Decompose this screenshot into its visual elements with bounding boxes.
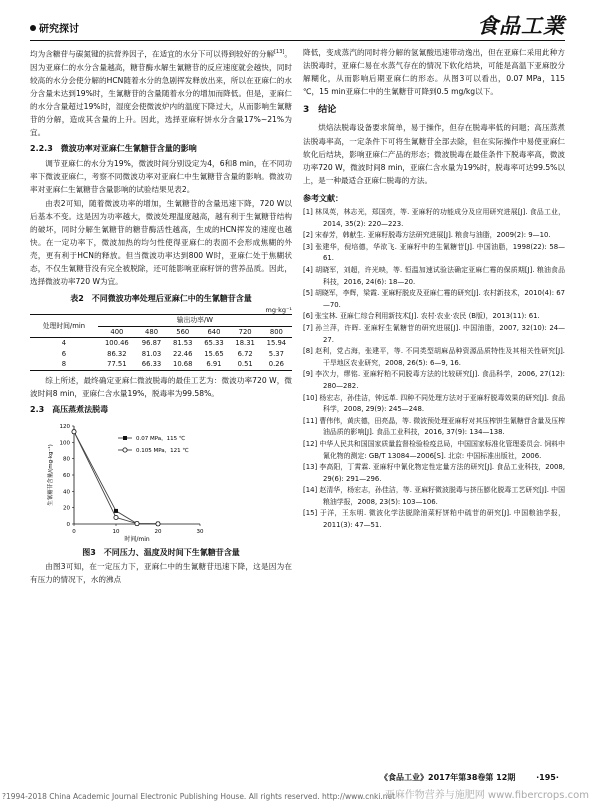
paragraph: 均为含糖苷与碳氮键的抗营养因子，在适宜的水分下可以得到较好的分解[13]。因为亚麻仁的水分含量越高，糖苷酶水解生氰糖苷的反应速度就会越快，同时较高的水分会使分解的HCN随着水分的急剧挥发释放出来，所以在亚麻仁的水分含量未达到19%时，生氰糖苷的含量随着水分的增加而降低。但是，亚麻仁的水分含量超过19%时，湿度会使微波炉内的温度下降过大，从而影响生氰糖苷的分解，造成其含量的上升。因此，选择亚麻籽饼水分含量17%~21%为宜。 [30,49,293,138]
legend-label: 0.105 MPa，121 ℃ [136,448,189,455]
page-footer [380,772,559,783]
y-tick-label: 120 [59,424,70,431]
x-axis-label: 时间/min [124,536,150,543]
journal-logo: 食品工業 [477,13,565,38]
right-column [303,46,565,532]
reference-item: [2] 宋春芳，韩献生. 亚麻籽脱毒方法研究进展[J]. 粮食与油脂，2009(2): 9—10. [303,231,551,240]
reference-item: [8] 赵利，党占海，张建平，等. 不同类型胡麻品种资源品质特性及其相关性研究[J]. 干旱地区农业研究，2008, 26(5): 6—9, 16. [303,347,565,367]
reference-item: [5] 胡晓军，李辉，梁霞. 亚麻籽脱皮及亚麻仁霉的研究[J]. 农村新技术，2010(4): 67—70. [303,289,565,309]
table-cell: 81.03 [141,349,162,358]
table-cell: 15.65 [204,349,224,358]
table-row [30,338,292,349]
reference-item: [7] 孙兰萍，许晖. 亚麻籽生氰糖苷的研究进展[J]. 中国油脂，2007, 32(10): 24—27. [303,323,565,344]
y-tick-label: 20 [63,505,70,512]
table-col-header: 640 [207,327,221,336]
bullet-icon [30,25,36,31]
table-caption: 表2 不同微波功率处理后亚麻仁中的生氰糖苷含量 [70,294,252,304]
reference-item: [4] 胡晓军，刘超，许光映，等. 恒温加速试验法确定亚麻仁霉的保质期[J]. 粮油食品科技，2016, 24(6): 18—20. [303,266,565,286]
reference-item: [13] 李高阳，丁霄霖. 亚麻籽中氰化物定性定量方法的研究[J]. 食品工业科技，2008, 29(6): 291—296. [303,463,565,483]
paragraph: 烘焙法脱毒设备要求简单，易于操作，但存在脱毒率低的问题；高压蒸煮法脱毒率高，一定条件下可将生氰糖苷全部去除，但在实际操作中易使亚麻仁软化后结块，影响亚麻仁产品的形态；微波脱毒在最佳条件下脱毒率高，微波功率720 W，微波时间8 min，亚麻仁含水量为19%时，脱毒率可达99.5%以上，是一种最适合亚麻仁脱毒的方法。 [303,123,565,185]
reference-item: [1] 林凤英，林志光，郑国亮，等. 亚麻籽的功能成分及应用研究进展[J]. 食品工业，2014, 35(2): 220—223. [303,208,565,228]
table-cell: 22.46 [173,349,193,358]
legend-marker [123,448,127,452]
table-cell: 6.91 [206,360,222,369]
y-tick-label: 80 [63,456,70,463]
header-rule [30,40,565,41]
x-tick-label: 30 [196,529,204,536]
table-cell: 66.33 [141,360,162,369]
data-point [114,515,118,519]
section-label [30,20,79,35]
reference-list [303,207,565,532]
table-col-header: 400 [110,327,124,336]
footer-journal: 《食品工业》2017年第38卷第 12期 [380,773,516,782]
table-col-header: 480 [145,327,159,336]
section-heading: 3 结论 [303,105,337,116]
left-column [30,46,292,586]
y-tick-label: 60 [63,473,70,480]
table-header-power: 输出功率/W [98,315,292,327]
paragraph: 由图3可知，在一定压力下，亚麻仁中的生氰糖苷迅速下降，这是因为在有压力的情况下，水的沸点 [30,562,292,585]
citation: [13] [274,49,285,55]
section-title: 研究探讨 [39,24,79,35]
data-point [135,522,139,526]
reference-item: [12] 中华人民共和国国家质量监督检验检疫总局，中国国家标准化管理委员会. 饲料中氰化物的测定: GB/T 13084—2006[S]. 北京: 中国标准出版社，2006. [303,439,565,460]
table-unit: mg·kg⁻¹ [265,306,292,315]
data-table [30,314,292,371]
figure-caption: 图3 不同压力、温度及时间下生氰糖苷含量 [82,548,240,558]
legend-label: 0.07 MPa，115 ℃ [136,436,186,443]
table-cell: 0.51 [237,360,253,369]
page-header [30,6,565,40]
references-title: 参考文献： [303,193,343,203]
subsection-heading: 2.3 高压蒸煮法脱毒 [30,405,109,414]
x-tick-label: 20 [154,529,162,536]
page-number: ·195· [536,773,559,782]
table-cell: 81.53 [173,339,193,348]
table-cell: 15.94 [266,339,287,348]
reference-item: [6] 张宝林. 亚麻仁综合利用新技术[J]. 农村·农业·农民 (B版)，2013(11): 61. [303,312,540,321]
table-row [30,359,292,370]
legend-marker [123,436,127,440]
table-cell: 4 [61,339,67,348]
data-point [72,430,76,434]
reference-item: [9] 李次力，缪铭. 亚麻籽粕不同脱毒方法的比较研究[J]. 食品科学，2006, 27(12): 280—282. [303,370,565,390]
table-cell: 10.68 [173,360,193,369]
reference-item: [11] 曹伟伟，黄庆德，田亮晶，等. 微波预处理亚麻籽对其压榨饼生氰糖苷含量及压榨油品质的影响[J]. 食品工业科技，2016, 37(9): 134—138. [303,416,565,437]
table-cell: 6 [61,349,67,358]
paragraph: 降低，变成蒸汽的同时将分解的氢氰酸迅速带动逸出，但在亚麻仁采用此种方法脱毒时，亚麻仁易在水蒸气存在的情况下软化结块，可能是高温下亚麻胶分解糊化，从而影响后期亚麻仁的形态。从图3可以看出，0.07 MPa，115 ℃，15 min亚麻仁中的生氰糖苷可降到0.5 mg/kg以下。 [303,48,565,97]
table-col-header: 560 [176,327,190,336]
y-tick-label: 40 [63,489,70,496]
paragraph: 综上所述，最终确定亚麻仁微波脱毒的最佳工艺为：微波功率720 W，微波时间8 min，亚麻仁含水量19%，脱毒率为99.58%。 [30,375,292,398]
y-tick-label: 0 [66,522,70,529]
table-cell: 86.32 [107,349,127,358]
table-header-time: 处理时间/min [30,315,98,338]
line-chart [40,420,225,542]
table-cell: 65.33 [204,339,224,348]
reference-item: [10] 杨宏志，孙佳洁，钟远革. 四种不同处理方法对于亚麻籽脱毒效果的研究[J]. 食品科学，2008, 29(9): 245—248. [303,393,565,414]
y-axis-label: 生氰糖苷含量/(mg·kg⁻¹) [48,444,54,506]
table-row [30,349,292,360]
table-cell: 0.26 [268,360,284,369]
x-tick-label: 0 [72,529,76,536]
watermark: 亚麻作物营养与施肥网 www.fibercrops.com [384,790,589,801]
table-cell: 100.46 [104,339,129,348]
y-tick-label: 100 [59,440,70,447]
data-point [156,522,160,526]
table-cell: 6.72 [237,349,253,358]
reference-item: [14] 赵清华，杨宏志，孙佳洁，等. 亚麻籽微波脱毒与挤压膨化脱毒工艺研究[J]. 中国粮油学报，2008, 23(5): 103—106. [303,486,565,506]
data-point [114,509,118,513]
copyright-notice: ?1994-2018 China Academic Journal Electronic Publishing House. All rights reserved. http://www.cnki.net [2,792,396,801]
table-col-header: 800 [269,327,283,336]
table-cell: 77.51 [107,360,127,369]
reference-item: [15] 于洋，王东明. 微波化学法脱除油菜籽饼粕中硫苷的研究[J]. 中国粮油学报，2011(3): 47—51. [303,509,565,530]
x-tick-label: 10 [112,529,120,536]
paragraph: 由表2可知，随着微波功率的增加，生氰糖苷的含量迅速下降，720 W以后基本不变。这是因为功率越大，微波处理温度越高，越有利于生氰糖苷结构的破坏，同时分解生氰糖苷的糖苷酶活性越高，生成的HCN挥发的速度也越快。在一定功率下，微波加热的均匀性使得亚麻仁的表面不会形成焦糊的外壳，更有利于HCN的释放。但当微波功率达到800 W时，亚麻仁处于焦糊状态，不仅生氰糖苷没有完全被脱除，还可能影响亚麻籽饼的营养品质。因此，选择微波功率720 W为宜。 [30,198,292,287]
table-cell: 8 [61,360,67,369]
paragraph: 调节亚麻仁的水分为19%，微波时间分别设定为4，6和8 min，在不同功率下微波亚麻仁，考察不同微波功率对亚麻仁中生氰糖苷含量的影响。微波功率对亚麻仁生氰糖苷含量影响的试验结果见表2。 [30,159,292,195]
table-cell: 18.31 [235,339,255,348]
reference-item: [3] 张建华，倪培德，华欲飞. 亚麻籽中的生氰糖苷[J]. 中国油脂，1998(22): 58—61. [303,242,565,263]
table-col-header: 720 [238,327,252,336]
table-cell: 96.87 [141,339,162,348]
table-cell: 5.37 [268,349,284,358]
subsection-heading: 2.2.3 微波功率对亚麻仁生氰糖苷含量的影响 [30,144,197,154]
